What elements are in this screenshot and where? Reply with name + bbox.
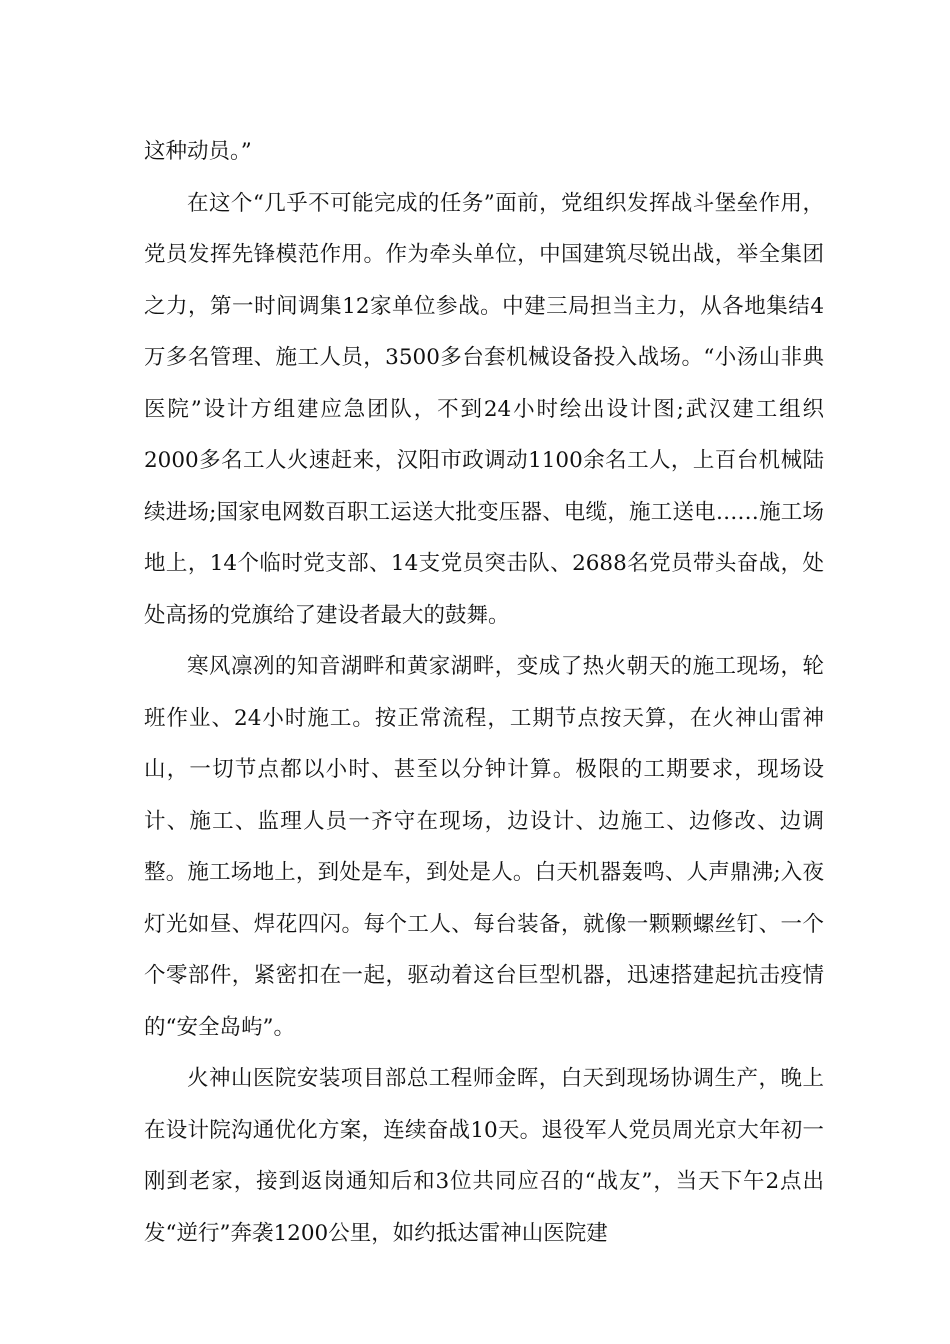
document-body bbox=[144, 126, 824, 1259]
paragraph-construction-site: 寒风凛冽的知音湖畔和黄家湖畔，变成了热火朝天的施工现场，轮班作业、24小时施工。按正常流程，工期节点按天算，在火神山雷神山，一切节点都以小时、甚至以分钟计算。极限的工期要求，现场设计、施工、监理人员一齐守在现场，边设计、边施工、边修改、边调整。施工场地上，到处是车，到处是人。白天机器轰鸣、人声鼎沸;入夜灯光如昼、焊花四闪。每个工人、每台装备，就像一颗颗螺丝钉、一个个零部件，紧密扣在一起，驱动着这台巨型机器，迅速搭建起抗击疫情的“安全岛屿”。 bbox=[144, 654, 824, 1040]
paragraph-worker-stories: 火神山医院安装项目部总工程师金晖，白天到现场协调生产，晚上在设计院沟通优化方案，连续奋战10天。退役军人党员周光京大年初一刚到老家，接到返岗通知后和3位共同应召的“战友”，当天下午2点出发“逆行”奔袭1200公里，如约抵达雷神山医院建 bbox=[144, 1066, 824, 1246]
paragraph-party-mobilization: 在这个“几乎不可能完成的任务”面前，党组织发挥战斗堡垒作用，党员发挥先锋模范作用。作为牵头单位，中国建筑尽锐出战，举全集团之力，第一时间调集12家单位参战。中建三局担当主力，从各地集结4万多名管理、施工人员，3500多台套机械设备投入战场。“小汤山非典医院”设计方组建应急团队，不到24小时绘出设计图;武汉建工组织2000多名工人火速赶来，汉阳市政调动1100余名工人，上百台机械陆续进场;国家电网数百职工运送大批变压器、电缆，施工送电……施工场地上，14个临时党支部、14支党员突击队、2688名党员带头奋战，处处高扬的党旗给了建设者最大的鼓舞。 bbox=[144, 190, 824, 628]
paragraph-continued: 这种动员。” bbox=[144, 139, 252, 164]
